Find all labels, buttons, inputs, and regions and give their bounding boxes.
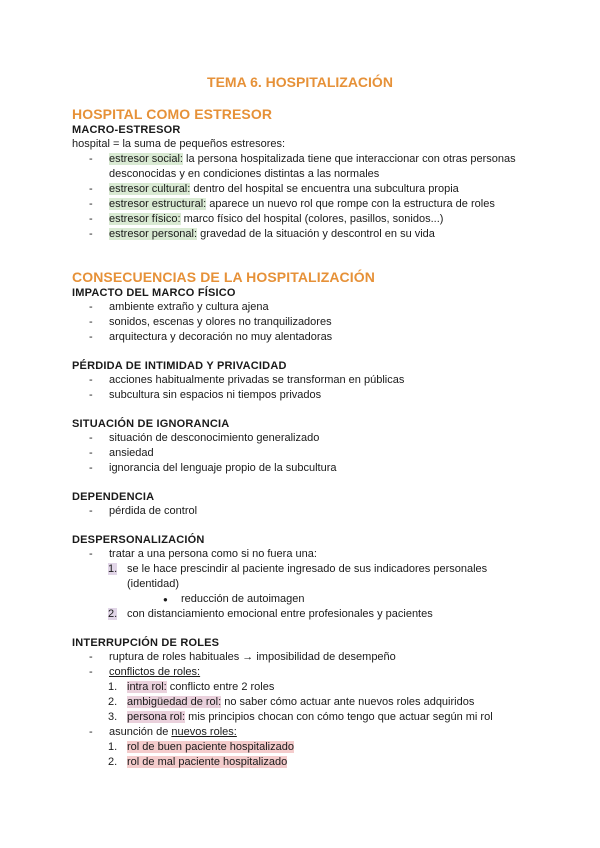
roles-list — [72, 650, 528, 680]
document-title: TEMA 6. HOSPITALIZACIÓN — [207, 74, 393, 90]
despersonalizacion-numbered — [72, 562, 528, 592]
item-text: aparece un nuevo rol que rompe con la estructura de roles — [206, 198, 495, 210]
list-item — [72, 725, 528, 740]
impacto-list — [72, 300, 528, 345]
list-item: - pérdida de control — [72, 504, 528, 519]
number-highlight: 2. — [108, 608, 118, 620]
item-text: se le hace prescindir al paciente ingresado de sus indicadores personales (identidad) — [127, 563, 488, 590]
perdida-list — [72, 373, 528, 403]
despersonalizacion-bullets — [72, 592, 528, 607]
nuevos-roles-list — [72, 740, 528, 770]
item-text: con distanciamiento emocional entre profesionales y pacientes — [127, 608, 433, 620]
list-item: - situación de desconocimiento generalizado — [72, 431, 528, 446]
item-text: conflicto entre 2 roles — [166, 681, 275, 693]
item-text: dentro del hospital se encuentra una subcultura propia — [190, 183, 459, 195]
ignorancia-list — [72, 431, 528, 476]
despersonalizacion-numbered-2 — [72, 607, 528, 622]
term-highlight: estresor personal: — [109, 228, 198, 240]
subheading-despersonalizacion: DESPERSONALIZACIÓN — [72, 534, 205, 546]
roles-list-2 — [72, 725, 528, 740]
numbered-item — [108, 695, 528, 710]
term-highlight: estresor cultural: — [109, 183, 191, 195]
term-highlight: persona rol: — [127, 711, 186, 723]
numbered-item — [108, 710, 528, 725]
list-item — [72, 665, 528, 680]
role-highlight: rol de buen paciente hospitalizado — [127, 741, 294, 753]
list-item — [72, 182, 528, 197]
item-text-underlined: conflictos de roles: — [109, 666, 201, 678]
numbered-item — [108, 607, 528, 622]
item-text: tratar a una persona como si no fuera una: — [109, 548, 317, 560]
item-text: asunción de — [109, 726, 172, 738]
conflictos-list — [72, 680, 528, 725]
list-item — [72, 212, 528, 227]
section-heading-hospital-estresor: HOSPITAL COMO ESTRESOR — [72, 106, 273, 122]
numbered-item — [108, 680, 528, 695]
section-heading-consecuencias: CONSECUENCIAS DE LA HOSPITALIZACIÓN — [72, 269, 375, 285]
item-number: 1. — [108, 681, 118, 693]
list-item: - sonidos, escenas y olores no tranquilizadores — [72, 315, 528, 330]
list-item: - arquitectura y decoración no muy alentadoras — [72, 330, 528, 345]
list-item: - ignorancia del lenguaje propio de la subcultura — [72, 461, 528, 476]
item-number: 2. — [108, 696, 118, 708]
bullet-item: ● reducción de autoimagen — [163, 592, 528, 607]
subheading-dependencia: DEPENDENCIA — [72, 491, 155, 503]
item-number: 2. — [108, 756, 118, 768]
list-item — [72, 152, 528, 182]
list-item — [72, 227, 528, 242]
term-highlight: estresor físico: — [109, 213, 181, 225]
term-highlight: ambigüedad de rol: — [127, 696, 222, 708]
estresores-list — [72, 152, 528, 242]
numbered-item — [108, 755, 528, 770]
item-text: mis principios chocan con cómo tengo que actuar según mi rol — [185, 711, 493, 723]
subheading-interrupcion-roles: INTERRUPCIÓN DE ROLES — [72, 637, 220, 649]
item-text: la persona hospitalizada tiene que interaccionar con otras personas desconocidas y en condiciones distintas a las normales — [109, 153, 516, 180]
subheading-perdida: PÉRDIDA DE INTIMIDAD Y PRIVACIDAD — [72, 360, 287, 372]
item-number: 1. — [108, 741, 118, 753]
item-number: 3. — [108, 711, 118, 723]
number-highlight: 1. — [108, 563, 118, 575]
item-text: marco físico del hospital (colores, pasillos, sonidos...) — [180, 213, 444, 225]
subheading-impacto: IMPACTO DEL MARCO FÍSICO — [72, 287, 236, 299]
list-item: - subcultura sin espacios ni tiempos privados — [72, 388, 528, 403]
despersonalizacion-list — [72, 547, 528, 562]
item-text: no saber cómo actuar ante nuevos roles adquiridos — [221, 696, 475, 708]
role-highlight: rol de mal paciente hospitalizado — [127, 756, 288, 768]
list-item: - ruptura de roles habituales → imposibilidad de desempeño — [72, 650, 528, 665]
list-item: - ambiente extraño y cultura ajena — [72, 300, 528, 315]
list-item — [72, 197, 528, 212]
term-highlight: estresor estructural: — [109, 198, 207, 210]
numbered-item — [108, 740, 528, 755]
term-highlight: estresor social: — [109, 153, 183, 165]
list-item — [72, 547, 528, 562]
subheading-macro-estresor: MACRO-ESTRESOR — [72, 124, 181, 136]
subheading-ignorancia: SITUACIÓN DE IGNORANCIA — [72, 418, 230, 430]
dependencia-list — [72, 504, 528, 519]
item-text: gravedad de la situación y descontrol en su vida — [197, 228, 435, 240]
intro-text: hospital = la suma de pequeños estresores: — [72, 138, 286, 150]
numbered-item — [108, 562, 528, 592]
list-item: - ansiedad — [72, 446, 528, 461]
list-item: - acciones habitualmente privadas se transforman en públicas — [72, 373, 528, 388]
term-highlight: intra rol: — [127, 681, 167, 693]
item-text-underlined: nuevos roles: — [171, 726, 237, 738]
